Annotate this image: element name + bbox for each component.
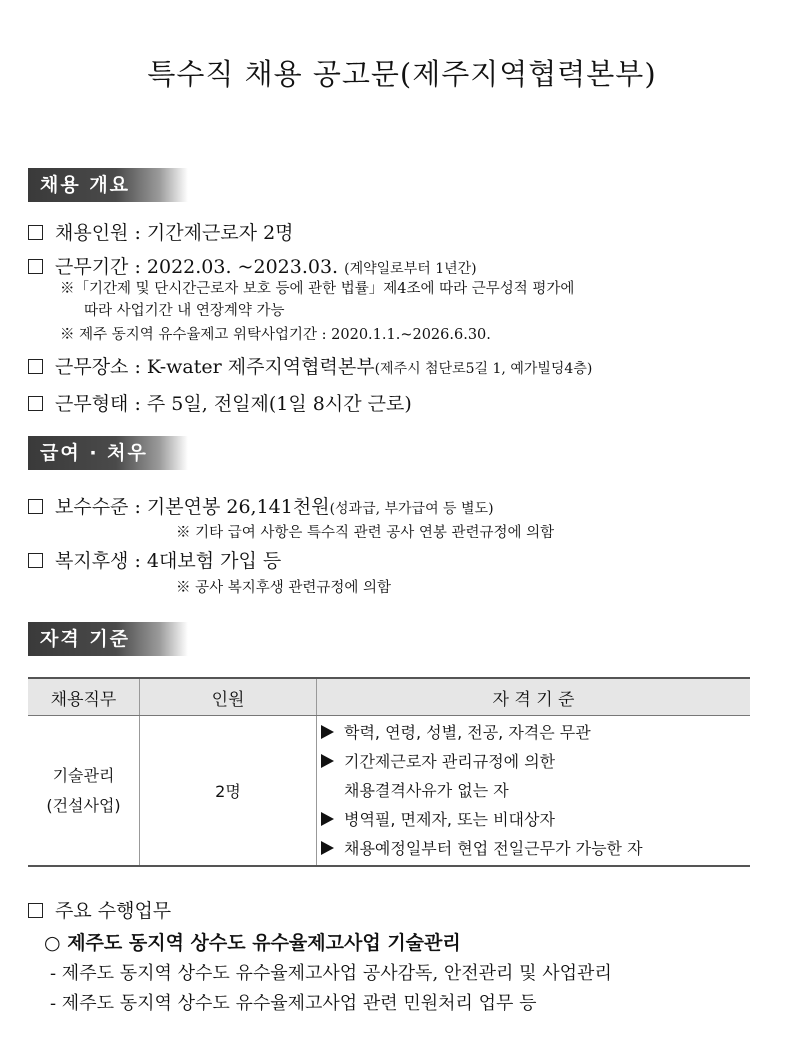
- work-type-row: 근무형태 : 주 5일, 전일제(1일 8시간 근로): [28, 389, 412, 416]
- job-title: 기술관리: [52, 765, 115, 785]
- checkbox-icon: [28, 499, 43, 514]
- criteria-text: 기간제근로자 관리규정에 의한: [344, 752, 556, 771]
- duty-item: - 제주도 동지역 상수도 유수율제고사업 공사감독, 안전관리 및 사업관리: [50, 963, 612, 984]
- period-contract-note: ※ 제주 동지역 유수율제고 위탁사업기간 : 2020.1.1.~2026.6.30.: [60, 327, 491, 343]
- welfare-value: 4대보험 가입 등: [146, 550, 282, 572]
- count-cell: 2명: [140, 716, 317, 867]
- section-header-pay: 급여 · 처우: [28, 436, 188, 470]
- salary-value: 기본연봉 26,141천원: [146, 496, 330, 518]
- header-criteria: 자 격 기 준: [317, 678, 751, 716]
- checkbox-icon: [28, 225, 43, 240]
- period-note: (계약일로부터 1년간): [344, 261, 477, 277]
- criteria-cell: [317, 716, 751, 867]
- salary-row: 보수수준 : 기본연봉 26,141천원(성과급, 부가급여 등 별도): [28, 492, 494, 519]
- checkbox-icon: [28, 903, 43, 918]
- checkbox-icon: [28, 359, 43, 374]
- salary-sub-note: ※ 기타 급여 사항은 특수직 관련 공사 연봉 관련규정에 의함: [176, 525, 555, 541]
- duty-main: ○ 제주도 동지역 상수도 유수율제고사업 기술관리: [44, 932, 461, 954]
- period-law-note-2: 따라 사업기간 내 연장계약 가능: [84, 303, 285, 319]
- welfare-row: 복지후생 : 4대보험 가입 등: [28, 546, 281, 573]
- triangle-bullet-icon: [321, 725, 334, 739]
- period-law-note-1: ※「기간제 및 단시간근로자 보호 등에 관한 법률」제4조에 따라 근무성적 평가에: [60, 281, 575, 297]
- place-row: 근무장소 : K-water 제주지역협력본부(제주시 첨단로5길 1, 예가빌딩4층): [28, 352, 592, 379]
- place-note: (제주시 첨단로5길 1, 예가빌딩4층): [374, 361, 593, 377]
- header-job: 채용직무: [28, 678, 140, 716]
- criteria-text: 병역필, 면제자, 또는 비대상자: [344, 810, 555, 829]
- triangle-bullet-icon: [321, 841, 334, 855]
- criteria-item: [321, 718, 750, 747]
- recruit-value: 기간제근로자 2명: [146, 222, 294, 244]
- criteria-item: [321, 834, 750, 863]
- checkbox-icon: [28, 259, 43, 274]
- page-title: 특수직 채용 공고문(제주지역협력본부): [147, 57, 657, 91]
- welfare-sub-note: ※ 공사 복지후생 관련규정에 의함: [176, 580, 392, 596]
- triangle-bullet-icon: [321, 812, 334, 826]
- criteria-text: 채용예정일부터 현업 전일근무가 가능한 자: [344, 839, 643, 858]
- criteria-item: [321, 747, 750, 776]
- job-cell: [28, 716, 140, 867]
- period-label: 근무기간: [55, 256, 129, 278]
- table-row: [28, 716, 750, 867]
- triangle-bullet-icon: [321, 754, 334, 768]
- qualification-table: [28, 677, 750, 867]
- checkbox-icon: [28, 396, 43, 411]
- job-subtitle: (건설사업): [46, 795, 121, 815]
- salary-label: 보수수준: [55, 496, 129, 518]
- work-type-value: 주 5일, 전일제(1일 8시간 근로): [146, 393, 412, 415]
- table-header-row: [28, 678, 750, 716]
- criteria-text: 학력, 연령, 성별, 전공, 자격은 무관: [344, 723, 591, 742]
- checkbox-icon: [28, 553, 43, 568]
- work-type-label: 근무형태: [55, 393, 129, 415]
- section-header-qualification: 자격 기준: [28, 622, 188, 656]
- period-row: 근무기간 : 2022.03. ~2023.03. (계약일로부터 1년간): [28, 252, 477, 279]
- criteria-item-continued: 채용결격사유가 없는 자: [344, 781, 509, 800]
- duties-heading-row: [28, 896, 171, 923]
- criteria-item: [321, 805, 750, 834]
- place-label: 근무장소: [55, 356, 129, 378]
- salary-note: (성과급, 부가급여 등 별도): [329, 501, 494, 517]
- recruit-row: 채용인원 : 기간제근로자 2명: [28, 218, 294, 245]
- place-value: K-water 제주지역협력본부: [146, 356, 375, 378]
- period-value: 2022.03. ~2023.03.: [146, 256, 339, 278]
- duties-heading: 주요 수행업무: [55, 900, 172, 922]
- header-count: 인원: [140, 678, 317, 716]
- recruit-label: 채용인원: [55, 222, 129, 244]
- duty-item: - 제주도 동지역 상수도 유수율제고사업 관련 민원처리 업무 등: [50, 993, 537, 1014]
- section-header-overview: 채용 개요: [28, 168, 188, 202]
- welfare-label: 복지후생: [55, 550, 129, 572]
